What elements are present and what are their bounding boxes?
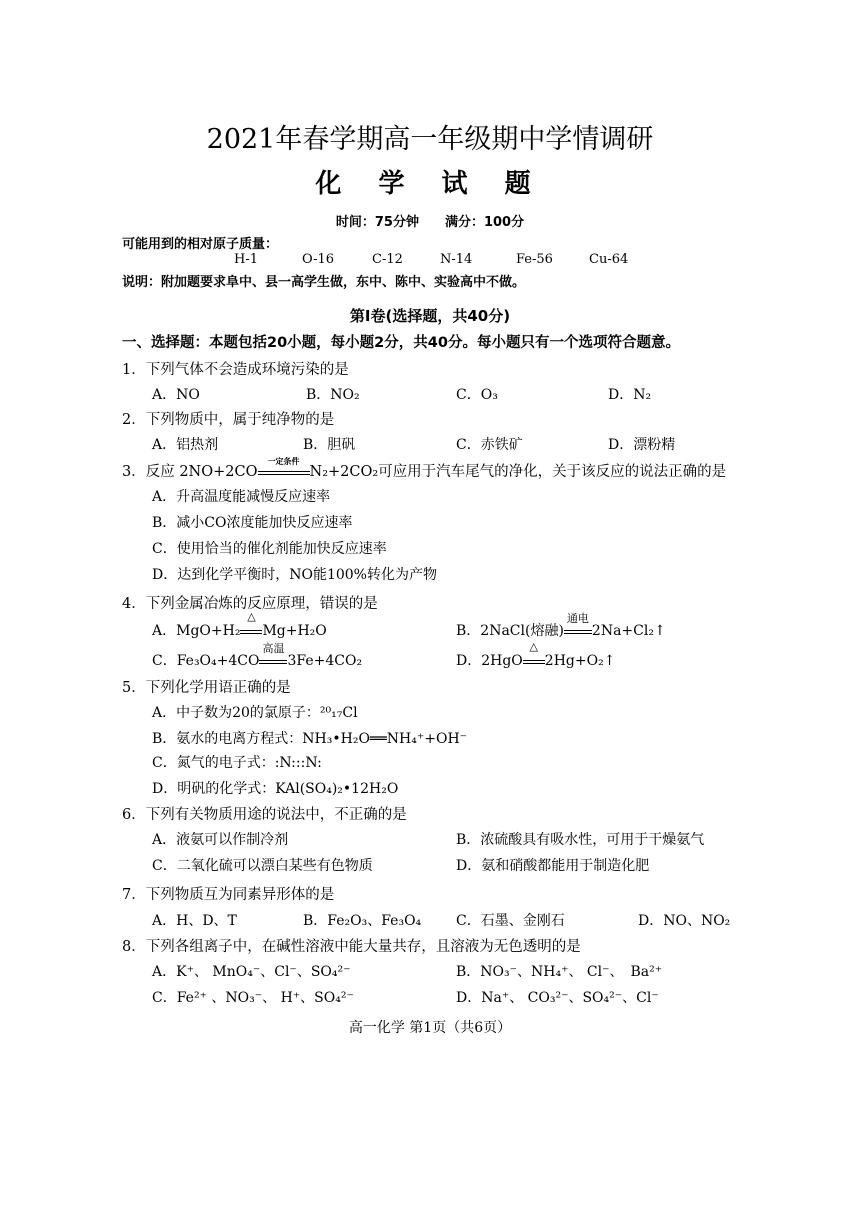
question-6-option-a: A．液氨可以作制冷剂 — [152, 832, 289, 848]
option-d-products: 2Hg+O₂↑ — [544, 653, 616, 669]
part1-title: 第Ⅰ卷(选择题，共40分) — [349, 307, 511, 325]
question-8-option-d: D．Na⁺、 CO₃²⁻、SO₄²⁻、Cl⁻ — [456, 990, 659, 1006]
atomic-mass-list — [0, 252, 860, 270]
reaction-equals-sign — [259, 660, 287, 664]
electrolysis-text: 通电 — [566, 612, 589, 625]
heat-condition — [523, 640, 545, 670]
option-c-reactants: C．Fe₃O₄+4CO — [152, 653, 260, 669]
question-1-option-b: B．NO₂ — [306, 387, 360, 403]
question-2-option-a: A．铝热剂 — [152, 437, 219, 453]
question-5-option-b: B．氨水的电离方程式：NH₃•H₂O══NH₄⁺+OH⁻ — [152, 731, 468, 747]
exam-note: 说明：附加题要求阜中、县一高学生做，东中、陈中、实验高中不做。 — [122, 275, 526, 290]
question-7-option-c: C．石墨、金刚石 — [456, 913, 565, 929]
question-5-option-a: A．中子数为20的氯原子：²⁰₁₇Cl — [152, 705, 358, 721]
question-8-option-c: C．Fe²⁺ 、NO₃⁻、 H⁺、SO₄²⁻ — [152, 990, 354, 1006]
question-5-option-d: D．明矾的化学式：KAl(SO₄)₂•12H₂O — [152, 781, 399, 797]
question-5-option-c: C．氮气的电子式：:N:::N: — [152, 755, 322, 771]
atomic-mass-h: H-1 — [234, 252, 259, 267]
question-7-option-d: D．NO、NO₂ — [638, 913, 731, 929]
equilibrium-arrow — [258, 471, 310, 475]
question-3-option-b: B．减小CO浓度能加快反应速率 — [152, 515, 353, 531]
atomic-mass-label: 可能用到的相对原子质量： — [122, 237, 279, 252]
electrolysis-condition — [564, 612, 592, 640]
heat-condition — [240, 610, 262, 640]
question-5-stem: 5．下列化学用语正确的是 — [122, 680, 291, 696]
question-2-stem: 2．下列物质中，属于纯净物的是 — [122, 412, 335, 428]
question-7-option-a: A．H、D、T — [152, 913, 237, 929]
option-b-reactants: B．2NaCl(熔融) — [456, 623, 564, 639]
question-3-stem — [122, 456, 727, 481]
reaction-equals-sign — [240, 630, 262, 634]
question-2-option-b: B．胆矾 — [303, 437, 356, 453]
question-4-stem: 4．下列金属冶炼的反应原理，错误的是 — [122, 596, 378, 612]
question-3-option-a: A．升高温度能减慢反应速率 — [152, 489, 331, 505]
question-1-stem: 1．下列气体不会造成环境污染的是 — [122, 362, 349, 378]
question-3-stem-right: N₂+2CO₂可应用于汽车尾气的净化，关于该反应的说法正确的是 — [309, 464, 727, 480]
question-6-stem: 6．下列有关物质用途的说法中，不正确的是 — [122, 807, 407, 823]
reaction-condition-text: 一定条件 — [267, 456, 300, 466]
reaction-equals-sign — [564, 630, 592, 634]
exam-subtitle: 化 学 试 题 — [315, 169, 545, 199]
high-temp-text: 高温 — [262, 642, 285, 655]
option-d-reactants: D．2HgO — [456, 653, 523, 669]
question-2-option-d: D．漂粉精 — [608, 437, 676, 453]
high-temp-condition — [259, 642, 287, 670]
page-footer: 高一化学 第1页（共6页） — [348, 1020, 512, 1036]
question-4-option-a — [152, 610, 327, 640]
question-2-option-c: C．赤铁矿 — [456, 437, 523, 453]
option-a-products: Mg+H₂O — [262, 623, 327, 639]
reaction-condition — [258, 456, 310, 481]
question-6-option-d: D．氨和硝酸都能用于制造化肥 — [456, 858, 650, 874]
atomic-mass-n: N-14 — [440, 252, 473, 267]
question-3-option-d: D．达到化学平衡时，NO能100%转化为产物 — [152, 567, 437, 583]
heat-symbol: △ — [247, 610, 256, 623]
question-6-option-b: B．浓硫酸具有吸水性，可用于干燥氨气 — [456, 832, 705, 848]
question-3-stem-left: 3．反应 2NO+2CO — [122, 464, 258, 480]
question-6-option-c: C．二氧化硫可以漂白某些有色物质 — [152, 858, 373, 874]
part1-instruction: 一、选择题：本题包括20小题，每小题2分，共40分。每小题只有一个选项符合题意。 — [122, 335, 680, 351]
question-8-option-a: A．K⁺、 MnO₄⁻、Cl⁻、SO₄²⁻ — [152, 964, 351, 980]
question-1-option-c: C．O₃ — [456, 387, 498, 403]
question-4-option-b — [456, 612, 666, 640]
option-a-reactants: A．MgO+H₂ — [152, 623, 241, 639]
question-4-option-c — [152, 642, 363, 670]
question-4-option-d — [456, 640, 616, 670]
atomic-mass-cu: Cu-64 — [589, 252, 629, 267]
atomic-mass-fe: Fe-56 — [516, 252, 553, 267]
reaction-equals-sign — [523, 660, 545, 664]
option-c-products: 3Fe+4CO₂ — [287, 653, 363, 669]
question-1-option-a: A．NO — [152, 387, 200, 403]
atomic-mass-c: C-12 — [372, 252, 403, 267]
exam-title: 2021年春学期高一年级期中学情调研 — [206, 124, 654, 155]
question-3-option-c: C．使用恰当的催化剂能加快反应速率 — [152, 541, 387, 557]
time-info: 时间：75分钟 满分：100分 — [335, 215, 525, 230]
question-1-option-d: D．N₂ — [608, 387, 652, 403]
question-7-option-b: B．Fe₂O₃、Fe₃O₄ — [303, 913, 422, 929]
atomic-mass-o: O-16 — [302, 252, 335, 267]
option-b-products: 2Na+Cl₂↑ — [591, 623, 666, 639]
question-8-stem: 8．下列各组离子中，在碱性溶液中能大量共存，且溶液为无色透明的是 — [122, 939, 581, 955]
question-8-option-b: B．NO₃⁻、NH₄⁺、 Cl⁻、 Ba²⁺ — [456, 964, 663, 980]
heat-symbol: △ — [529, 640, 539, 653]
question-7-stem: 7．下列物质互为同素异形体的是 — [122, 887, 335, 903]
